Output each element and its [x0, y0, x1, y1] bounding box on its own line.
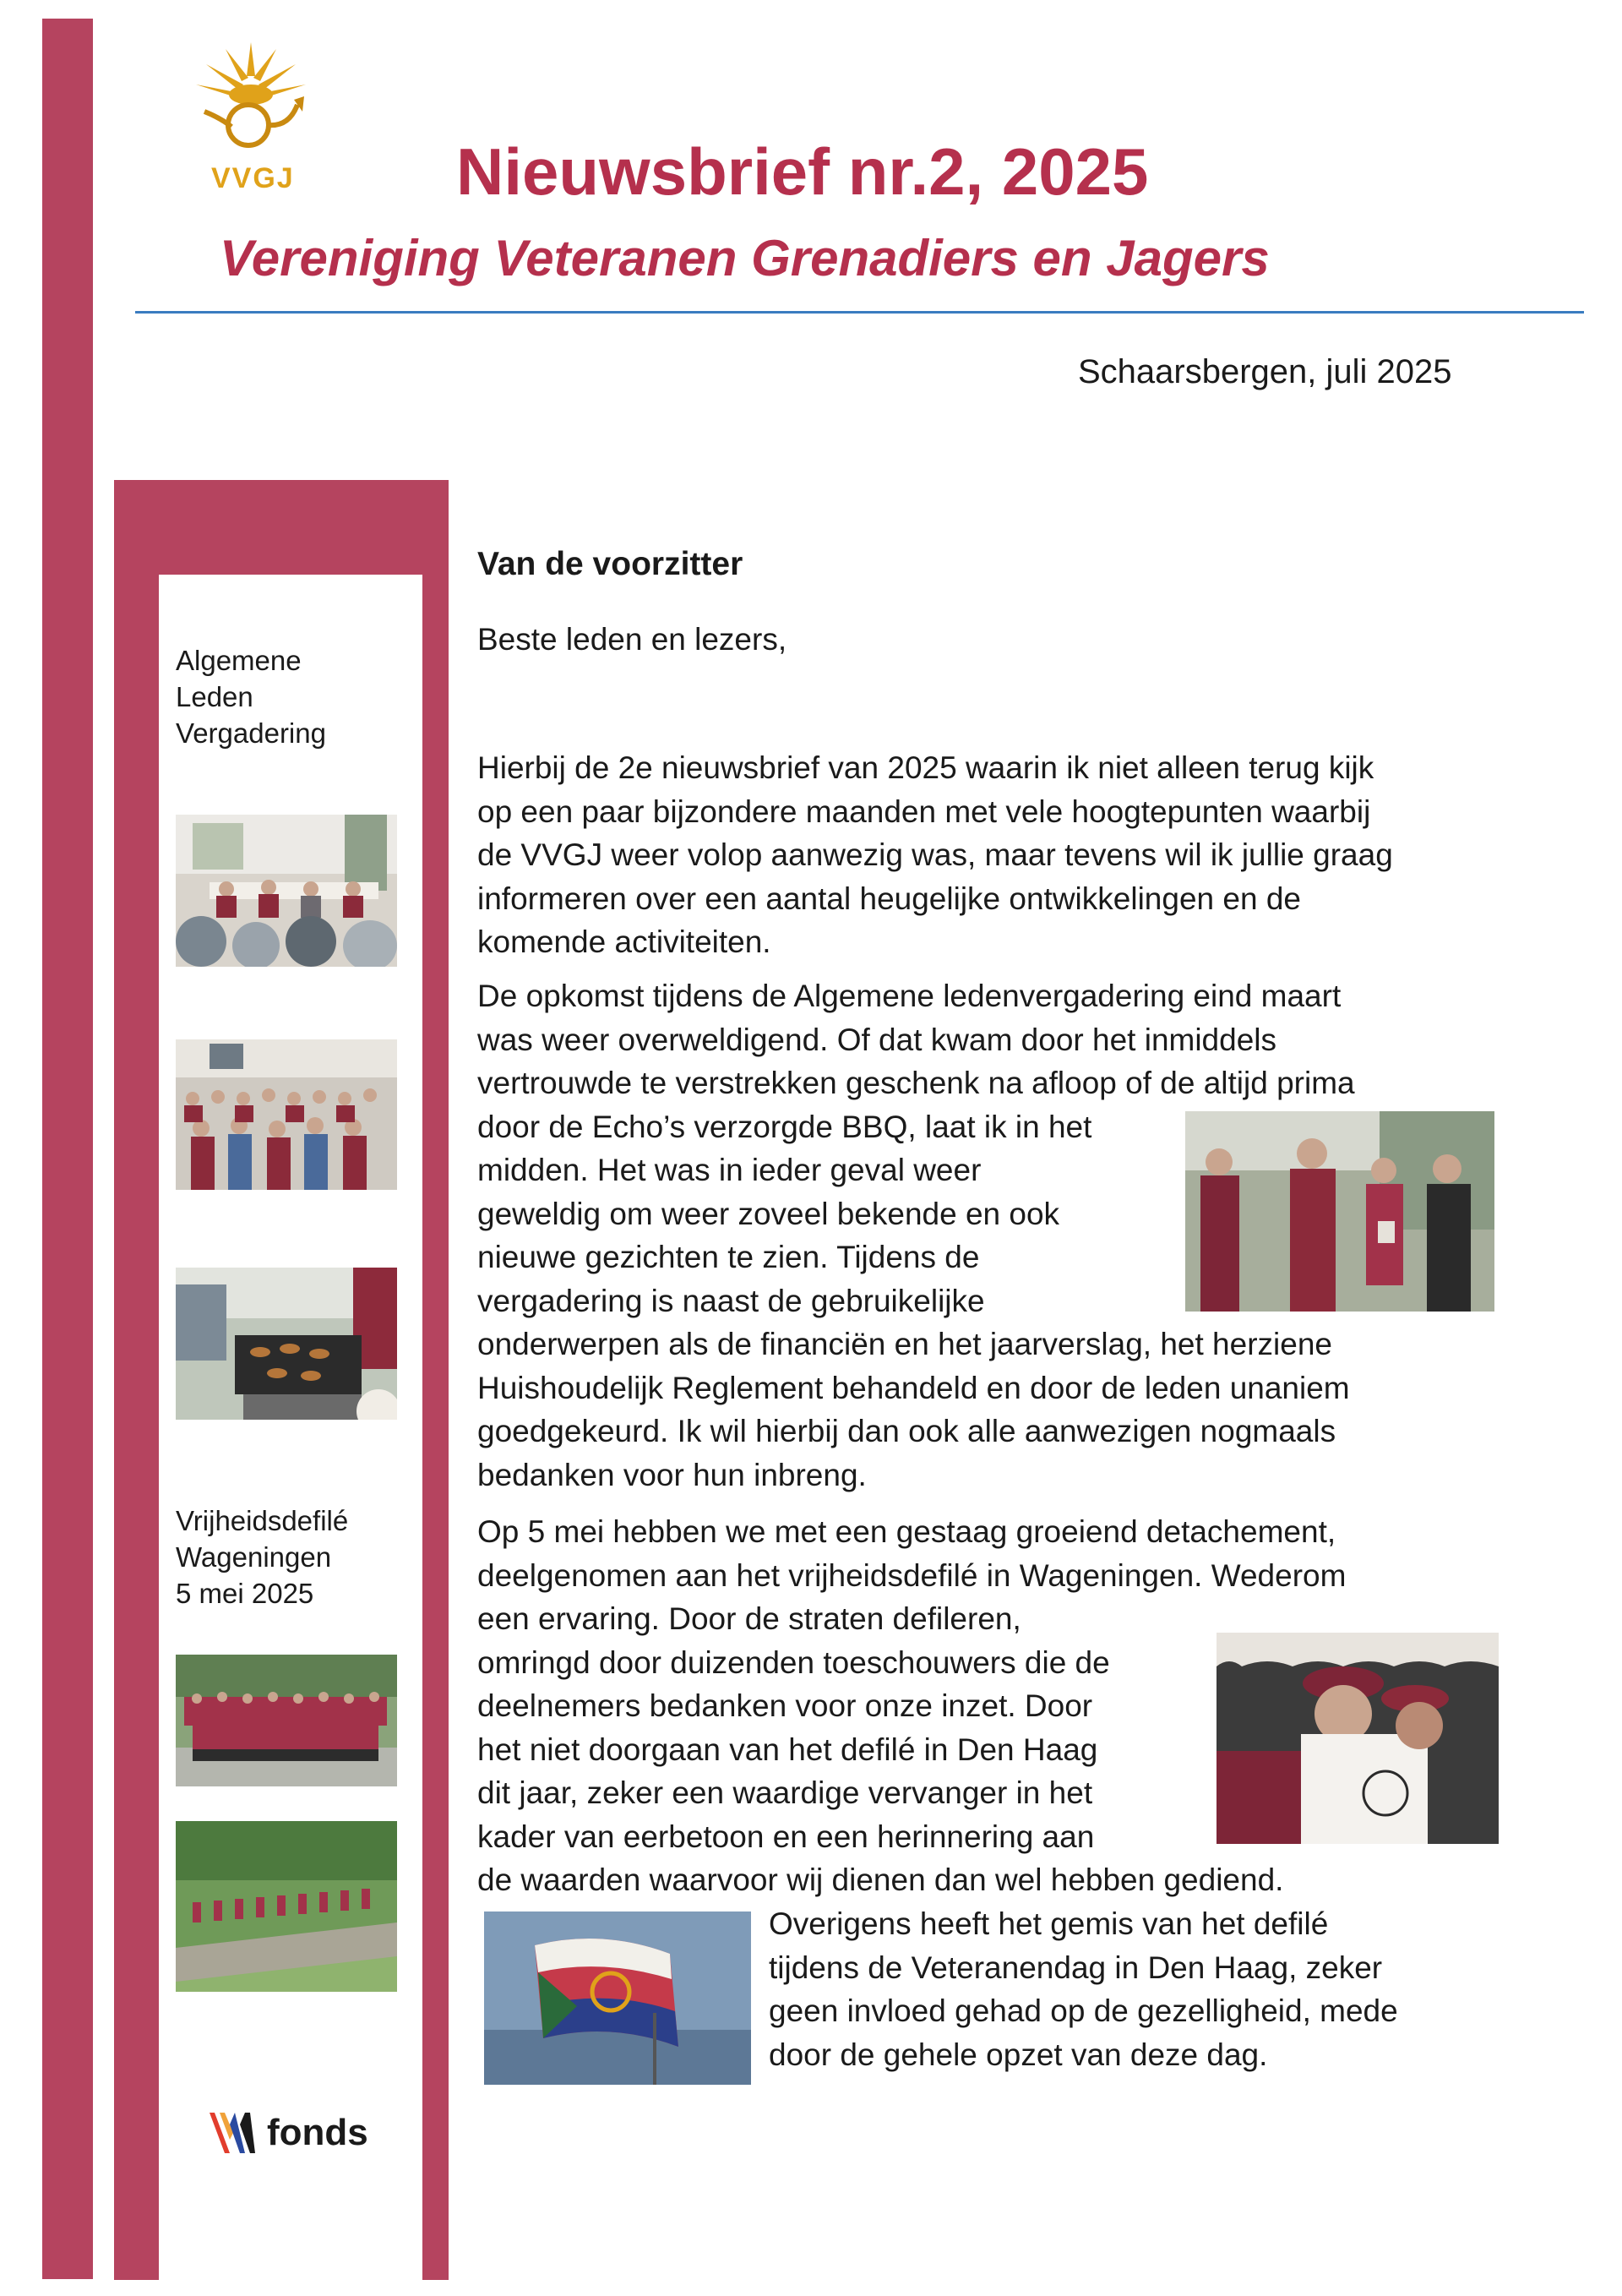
grenade-hunting-horn-emblem [188, 34, 314, 161]
sidebar-photo-march [176, 1821, 397, 1992]
header-divider [135, 311, 1584, 314]
text-line: dit jaar, zeker een waardige vervanger in het [477, 1775, 1093, 1810]
text-line: komende activiteiten. [477, 924, 771, 959]
newsletter-title: Nieuwsbrief nr.2, 2025 [456, 134, 1149, 209]
sidebar-panel [159, 575, 422, 2280]
text-line: omringd door duizenden toeschouwers die de [477, 1644, 1110, 1680]
place-date: Schaarsbergen, juli 2025 [1078, 353, 1452, 390]
text-line: de VVGJ weer volop aanwezig was, maar tevens wil ik jullie graag [477, 837, 1393, 872]
photo-gift-handover [1185, 1111, 1494, 1312]
article-salutation: Beste leden en lezers, [477, 622, 787, 657]
vfonds-logo [206, 2109, 368, 2157]
text-line: Op 5 mei hebben we met een gestaag groeiend detachement, [477, 1514, 1336, 1549]
text-line: de waarden waarvoor wij dienen dan wel hebben gediend. [477, 1862, 1284, 1897]
text-line: deelgenomen aan het vrijheidsdefilé in Wageningen. Wederom [477, 1557, 1347, 1593]
text-line: nieuwe gezichten te zien. Tijdens de [477, 1240, 980, 1274]
text-line: deelnemers bedanken voor onze inzet. Door [477, 1688, 1093, 1723]
logo-text: VVGJ [211, 162, 295, 194]
sidebar-photo-meeting [176, 815, 397, 967]
text-line: vergadering is naast de gebruikelijke [477, 1283, 985, 1318]
vfonds-v-icon [206, 2109, 260, 2157]
sidebar-label-parade: Vrijheidsdefilé Wageningen 5 mei 2025 [176, 1505, 349, 1609]
text-line: De opkomst tijdens de Algemene ledenvergadering eind maart [477, 979, 1342, 1013]
sidebar-photo-bbq [176, 1268, 397, 1420]
sidebar-photo-group [176, 1655, 397, 1786]
text-line: het niet doorgaan van het defilé in Den Haag [477, 1732, 1098, 1767]
text-line: geweldig om weer zoveel bekende en ook [477, 1196, 1060, 1231]
text-line: door de Echo’s verzorgde BBQ, laat ik in het [477, 1109, 1092, 1144]
text-line: vertrouwde te verstrekken geschenk na afloop of de altijd prima [477, 1066, 1355, 1100]
text-line: Hierbij de 2e nieuwsbrief van 2025 waarin ik niet alleen terug kijk [477, 750, 1374, 785]
text-line: tijdens de Veteranendag in Den Haag, zeker [769, 1950, 1383, 1985]
paragraph-intro [477, 746, 1491, 964]
text-line: door de gehele opzet van deze dag. [769, 2037, 1268, 2072]
text-line: was weer overweldigend. Of dat kwam door het inmiddels [477, 1022, 1277, 1057]
text-line: onderwerpen als de financiën en het jaarverslag, het herziene [477, 1327, 1332, 1361]
vfonds-text: fonds [267, 2112, 368, 2153]
text-line: op een paar bijzondere maanden met vele hoogtepunten waarbij [477, 794, 1371, 829]
text-line: een ervaring. Door de straten defileren, [477, 1601, 1021, 1636]
text-line: informeren over een aantal heugelijke ontwikkelingen en de [477, 881, 1301, 916]
text-line: Huishoudelijk Reglement behandeld en door de leden unaniem [477, 1370, 1350, 1405]
photo-veterans-flag [484, 1912, 751, 2085]
sidebar-photo-audience [176, 1039, 397, 1190]
text-line: midden. Het was in ieder geval weer [477, 1153, 982, 1187]
text-line: bedanken voor hun inbreng. [477, 1457, 867, 1492]
photo-embrace [1216, 1633, 1499, 1844]
left-decorative-stripe [42, 19, 93, 2279]
sidebar [114, 480, 449, 2280]
paragraph-veterans-day [769, 1902, 1495, 2076]
text-line: Overigens heeft het gemis van het defilé [769, 1906, 1329, 1941]
sidebar-label-agm: Algemene Leden Vergadering [176, 645, 326, 749]
text-line: goedgekeurd. Ik wil hierbij dan ook alle aanwezigen nogmaals [477, 1414, 1336, 1448]
text-line: kader van eerbetoon en een herinnering aan [477, 1819, 1095, 1854]
organisation-subtitle: Vereniging Veteranen Grenadiers en Jagers [220, 230, 1270, 286]
text-line: geen invloed gehad op de gezelligheid, mede [769, 1993, 1398, 2028]
article-heading: Van de voorzitter [477, 546, 743, 582]
vvgj-logo [188, 34, 314, 194]
